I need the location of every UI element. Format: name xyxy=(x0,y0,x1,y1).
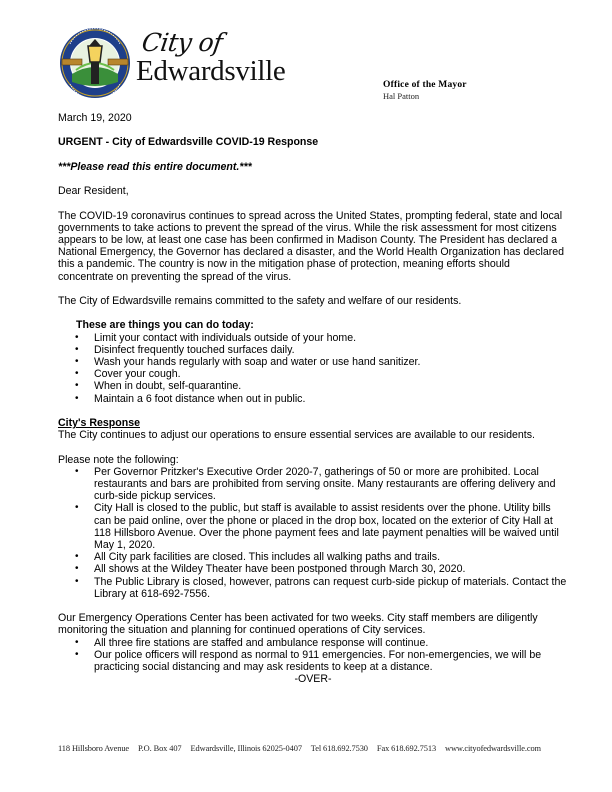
list-item: • Wash your hands regularly with soap and water or use hand sanitizer. xyxy=(58,356,568,368)
intro-paragraph: The COVID-19 coronavirus continues to spread across the United States, prompting federal, state and local governments to take actions to prevent the spread of the virus. While the risk assessment for most citizens appears to be low, at least one case has been confirmed in Madison County. The President has declared a National Emergency, the Governor has declared a disaster, and the World Health Organization has declared this a pandemic. The country is now in the mitigation phase of protection, meaning efforts should concentrate on preventing the spread of the virus. xyxy=(58,209,565,283)
footer-website[interactable]: www.cityofedwardsville.com xyxy=(445,744,541,753)
office-block xyxy=(383,80,467,101)
footer-city: Edwardsville, Illinois 62025-0407 xyxy=(190,744,302,753)
list-item: • Our police officers will respond as normal to 911 emergencies. For non-emergencies, we will be practicing social distancing and may ask residents to keep at a distance. xyxy=(58,649,568,673)
list-item: • All three fire stations are staffed and ambulance response will continue. xyxy=(58,637,568,649)
list-item: • Limit your contact with individuals outside of your home. xyxy=(58,332,568,344)
list-item: • The Public Library is closed, however, patrons can request curb-side pickup of materials. Contact the Library at 618-692-7556. xyxy=(58,576,568,600)
list-item: • Disinfect frequently touched surfaces daily. xyxy=(58,344,568,356)
office-title: Office of the Mayor xyxy=(383,80,467,90)
list-item: • All City park facilities are closed. This includes all walking paths and trails. xyxy=(58,551,568,563)
eoc-paragraph: Our Emergency Operations Center has been activated for two weeks. City staff members are diligently monitoring the situation and planning for continued operations of City services. xyxy=(58,612,538,637)
things-list xyxy=(58,332,568,405)
response-heading: City's Response xyxy=(58,416,140,429)
note-intro: Please note the following: xyxy=(58,453,179,466)
city-seal-logo-icon xyxy=(58,26,132,100)
letter-body xyxy=(58,112,568,685)
over-marker: -OVER- xyxy=(294,673,332,686)
salutation: Dear Resident, xyxy=(58,185,129,198)
list-item: • Cover your cough. xyxy=(58,368,568,380)
list-item: • Maintain a 6 foot distance when out in public. xyxy=(58,393,568,405)
list-item: • Per Governor Pritzker's Executive Order 2020-7, gatherings of 50 or more are prohibited. Local restaurants and bars are prohibited from serving onsite. Many restaurants are offering delivery and curb-side pickup services. xyxy=(58,466,568,503)
response-intro: The City continues to adjust our operations to ensure essential services are available to our residents. xyxy=(58,429,535,442)
footer-po-box: P.O. Box 407 xyxy=(138,744,182,753)
letter-notice: ***Please read this entire document.*** xyxy=(58,160,252,173)
notes-list xyxy=(58,466,568,600)
mayor-name: Hal Patton xyxy=(383,91,420,101)
footer-address: 118 Hillsboro Avenue xyxy=(58,744,130,753)
commitment-paragraph: The City of Edwardsville remains committed to the safety and welfare of our residents. xyxy=(58,294,462,307)
letter-date: March 19, 2020 xyxy=(58,112,132,124)
footer-fax: Fax 618.692.7513 xyxy=(376,744,437,753)
wordmark xyxy=(136,30,285,86)
eoc-list xyxy=(58,637,568,674)
footer-contact xyxy=(58,744,558,753)
list-item: • All shows at the Wildey Theater have been postponed through March 30, 2020. xyxy=(58,563,568,575)
things-title: These are things you can do today: xyxy=(76,319,254,332)
list-item: • City Hall is closed to the public, but staff is available to assist residents over the phone. Utility bills can be paid online, over the phone or placed in the drop box, located on the exterior of City Hall at 118 Hillsboro Avenue. Over the phone payment fees and late payment penalties will be waived until May 1, 2020. xyxy=(58,502,568,551)
wordmark-city-of: City of xyxy=(140,28,225,57)
letterhead xyxy=(58,26,298,100)
list-item: • When in doubt, self-quarantine. xyxy=(58,380,568,392)
letter-subject: URGENT - City of Edwardsville COVID-19 Response xyxy=(58,136,319,149)
footer-tel: Tel 618.692.7530 xyxy=(310,744,368,753)
wordmark-edwardsville: Edwardsville xyxy=(136,55,286,87)
